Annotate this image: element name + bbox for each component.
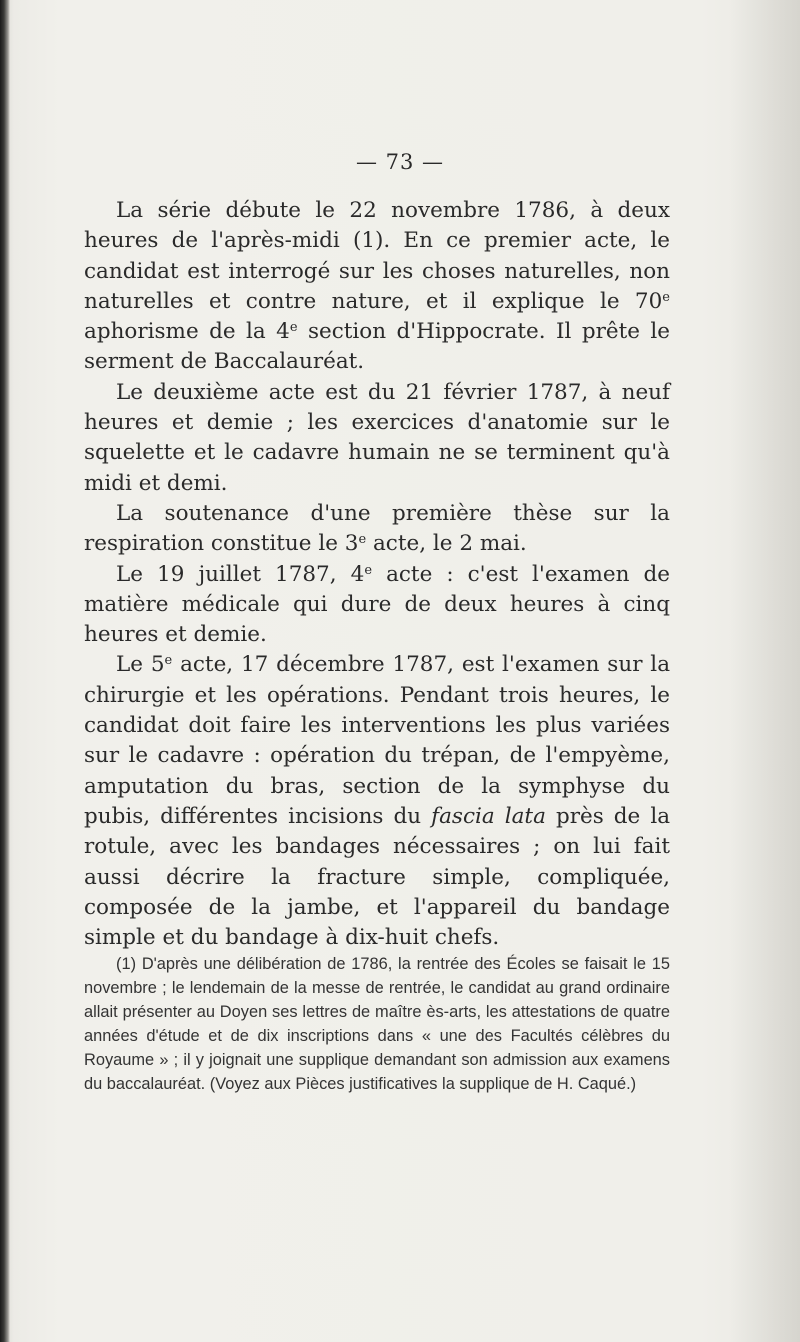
paragraph-4 xyxy=(84,560,670,651)
text-span: La série débute le 22 novembre 1786, à deux heures de l'après-midi (1). En ce premier acte, le candidat est interrogé sur les choses naturelles, non naturelles et contre nature, et il explique le 70 xyxy=(84,198,670,314)
text-span: Le 5 xyxy=(116,652,165,678)
superscript: e xyxy=(358,532,367,548)
superscript: e xyxy=(164,653,173,669)
text-span: acte, 17 décembre 1787, est l'examen sur la chirurgie et les opérations. Pendant trois heures, le candidat doit faire les interventions les plus variées sur le cadavre : opération du trépan, de l'empyème, amputation du bras, section de la symphyse du pubis, différentes incisions du xyxy=(84,652,671,829)
paragraph-3 xyxy=(84,499,670,560)
page-number: — 73 — xyxy=(355,150,445,174)
text-span: Le deuxième acte est du 21 février 1787, à neuf heures et demie ; les exercices d'anatomie sur le squelette et le cadavre humain ne se terminent qu'à midi et demi. xyxy=(84,379,670,496)
text-span: section d'Hippocrate. Il prête le serment de Baccalauréat. xyxy=(84,319,670,375)
text-span: Le 19 juillet 1787, 4 xyxy=(116,561,365,587)
text-span: près de la rotule, avec les bandages nécessaires ; on lui fait aussi décrire la fracture simple, compliquée, composée de la jambe, et l'appareil du bandage simple et du bandage à dix-huit chefs. xyxy=(84,803,671,951)
italic-term: fascia lata xyxy=(431,803,546,829)
text-span: acte, le 2 mai. xyxy=(366,531,527,557)
paragraph-5 xyxy=(84,650,670,953)
superscript: e xyxy=(662,289,670,305)
superscript: e xyxy=(364,562,373,578)
text-span: aphorisme de la 4 xyxy=(84,319,290,345)
text-span: acte : c'est l'examen de matière médicale qui dure de deux heures à cinq heures et demie. xyxy=(84,561,670,648)
paragraph-1 xyxy=(84,196,670,378)
main-text xyxy=(84,196,670,953)
footnote: (1) D'après une délibération de 1786, la rentrée des Écoles se faisait le 15 novembre ; le lendemain de la messe de rentrée, le candidat au grand ordinaire allait présenter au Doyen ses lettres de maître ès-arts, les attestations de quatre années d'étude et de dix inscriptions dans « une des Facultés célèbres du Royaume » ; il y joignait une supplique demandant son admission aux examens du baccalauréat. (Voyez aux Pièces justificatives la supplique de H. Caqué.) xyxy=(84,955,670,1093)
book-spine xyxy=(0,0,10,1342)
page-edge-shadow xyxy=(730,0,800,1342)
text-span: La soutenance d'une première thèse sur la respiration constitue le 3 xyxy=(84,500,670,557)
paragraph-2 xyxy=(84,378,670,499)
superscript: e xyxy=(289,320,298,336)
